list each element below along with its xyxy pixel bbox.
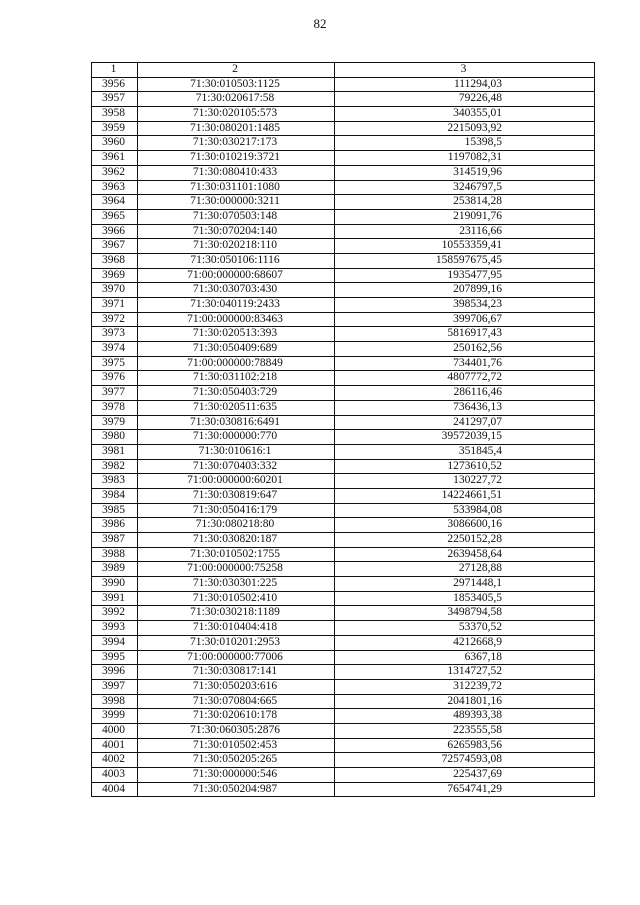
- cadastral-number-cell: 71:30:010404:418: [138, 621, 335, 636]
- row-number-cell: 3972: [92, 312, 138, 327]
- cadastral-number-cell: 71:30:031101:1080: [138, 180, 335, 195]
- cadastral-number-cell: 71:30:070204:140: [138, 224, 335, 239]
- cadastral-number-cell: 71:30:030816:6491: [138, 415, 335, 430]
- table-row: [92, 327, 595, 342]
- cadastral-value-cell: 736436,13: [335, 400, 595, 415]
- table-row: [92, 459, 595, 474]
- cadastral-number-cell: 71:30:080201:1485: [138, 121, 335, 136]
- cadastral-value-cell: 3086600,16: [335, 518, 595, 533]
- cadastral-value-cell: 7654741,29: [335, 782, 595, 797]
- table-row: [92, 606, 595, 621]
- cadastral-number-cell: 71:00:000000:60201: [138, 474, 335, 489]
- row-number-cell: 3998: [92, 694, 138, 709]
- cadastral-number-cell: 71:30:020513:393: [138, 327, 335, 342]
- row-number-cell: 3978: [92, 400, 138, 415]
- header-col-2: 2: [138, 63, 335, 78]
- table-row: [92, 694, 595, 709]
- cadastral-value-cell: 4212668,9: [335, 635, 595, 650]
- table-row: [92, 415, 595, 430]
- cadastral-number-cell: 71:30:070403:332: [138, 459, 335, 474]
- row-number-cell: 4004: [92, 782, 138, 797]
- table-row: [92, 239, 595, 254]
- row-number-cell: 3967: [92, 239, 138, 254]
- table-row: [92, 253, 595, 268]
- cadastral-number-cell: 71:30:010616:1: [138, 444, 335, 459]
- table-row: [92, 665, 595, 680]
- cadastral-number-cell: 71:30:070804:665: [138, 694, 335, 709]
- cadastral-value-cell: 1314727,52: [335, 665, 595, 680]
- row-number-cell: 3985: [92, 503, 138, 518]
- cadastral-number-cell: 71:00:000000:68607: [138, 268, 335, 283]
- cadastral-number-cell: 71:30:030218:1189: [138, 606, 335, 621]
- cadastral-number-cell: 71:30:030703:430: [138, 283, 335, 298]
- cadastral-number-cell: 71:30:060305:2876: [138, 723, 335, 738]
- row-number-cell: 3974: [92, 342, 138, 357]
- row-number-cell: 3987: [92, 533, 138, 548]
- cadastral-number-cell: 71:30:010502:410: [138, 591, 335, 606]
- table-row: [92, 136, 595, 151]
- cadastral-value-cell: 2971448,1: [335, 577, 595, 592]
- table-row: [92, 180, 595, 195]
- header-col-3: 3: [335, 63, 595, 78]
- cadastral-number-cell: 71:30:050203:616: [138, 679, 335, 694]
- row-number-cell: 3995: [92, 650, 138, 665]
- page-number: 82: [313, 16, 327, 31]
- table-row: [92, 430, 595, 445]
- cadastral-value-cell: 2041801,16: [335, 694, 595, 709]
- table-row: [92, 195, 595, 210]
- cadastral-number-cell: 71:30:030301:225: [138, 577, 335, 592]
- cadastral-value-cell: 6265983,56: [335, 738, 595, 753]
- table-row: [92, 503, 595, 518]
- header-col-1: 1: [92, 63, 138, 78]
- table-row: [92, 474, 595, 489]
- cadastral-value-cell: 6367,18: [335, 650, 595, 665]
- row-number-cell: 3982: [92, 459, 138, 474]
- table-row: [92, 386, 595, 401]
- row-number-cell: 4002: [92, 753, 138, 768]
- table-row: [92, 709, 595, 724]
- cadastral-number-cell: 71:30:050204:987: [138, 782, 335, 797]
- cadastral-number-cell: 71:30:031102:218: [138, 371, 335, 386]
- cadastral-value-cell: 1935477,95: [335, 268, 595, 283]
- cadastral-number-cell: 71:30:000000:3211: [138, 195, 335, 210]
- row-number-cell: 3991: [92, 591, 138, 606]
- table-row: [92, 209, 595, 224]
- row-number-cell: 3961: [92, 151, 138, 166]
- cadastral-number-cell: 71:30:080218:80: [138, 518, 335, 533]
- row-number-cell: 3990: [92, 577, 138, 592]
- cadastral-value-cell: 53370,52: [335, 621, 595, 636]
- cadastral-number-cell: 71:30:040119:2433: [138, 298, 335, 313]
- table-row: [92, 738, 595, 753]
- cadastral-number-cell: 71:30:050403:729: [138, 386, 335, 401]
- row-number-cell: 3979: [92, 415, 138, 430]
- table-row: [92, 723, 595, 738]
- cadastral-value-cell: 23116,66: [335, 224, 595, 239]
- cadastral-number-cell: 71:30:030820:187: [138, 533, 335, 548]
- cadastral-number-cell: 71:00:000000:75258: [138, 562, 335, 577]
- table-row: [92, 165, 595, 180]
- row-number-cell: 3983: [92, 474, 138, 489]
- row-number-cell: 3962: [92, 165, 138, 180]
- row-number-cell: 3986: [92, 518, 138, 533]
- table-row: [92, 107, 595, 122]
- cadastral-number-cell: 71:30:000000:546: [138, 768, 335, 783]
- row-number-cell: 4000: [92, 723, 138, 738]
- row-number-cell: 3997: [92, 679, 138, 694]
- table-row: [92, 635, 595, 650]
- cadastral-value-cell: 3498794,58: [335, 606, 595, 621]
- row-number-cell: 3994: [92, 635, 138, 650]
- cadastral-number-cell: 71:30:050205:265: [138, 753, 335, 768]
- cadastral-number-cell: 71:30:020218:110: [138, 239, 335, 254]
- cadastral-number-cell: 71:30:020610:178: [138, 709, 335, 724]
- table-row: [92, 92, 595, 107]
- row-number-cell: 3965: [92, 209, 138, 224]
- table-row: [92, 533, 595, 548]
- table-row: [92, 268, 595, 283]
- row-number-cell: 3975: [92, 356, 138, 371]
- cadastral-value-cell: 207899,16: [335, 283, 595, 298]
- table-header: [92, 63, 595, 78]
- table-row: [92, 77, 595, 92]
- table-row: [92, 753, 595, 768]
- cadastral-number-cell: 71:30:070503:148: [138, 209, 335, 224]
- cadastral-value-cell: 130227,72: [335, 474, 595, 489]
- cadastral-value-cell: 533984,08: [335, 503, 595, 518]
- row-number-cell: 3956: [92, 77, 138, 92]
- cadastral-number-cell: 71:30:010502:453: [138, 738, 335, 753]
- table-row: [92, 312, 595, 327]
- cadastral-value-cell: 734401,76: [335, 356, 595, 371]
- cadastral-value-cell: 79226,48: [335, 92, 595, 107]
- cadastral-number-cell: 71:30:030817:141: [138, 665, 335, 680]
- cadastral-value-cell: 1273610,52: [335, 459, 595, 474]
- row-number-cell: 3999: [92, 709, 138, 724]
- table-row: [92, 356, 595, 371]
- cadastral-number-cell: 71:30:010219:3721: [138, 151, 335, 166]
- cadastral-number-cell: 71:30:050416:179: [138, 503, 335, 518]
- table-row: [92, 444, 595, 459]
- row-number-cell: 3968: [92, 253, 138, 268]
- row-number-cell: 3988: [92, 547, 138, 562]
- cadastral-number-cell: 71:30:020511:635: [138, 400, 335, 415]
- table-row: [92, 488, 595, 503]
- table-row: [92, 650, 595, 665]
- row-number-cell: 3966: [92, 224, 138, 239]
- cadastral-value-cell: 2639458,64: [335, 547, 595, 562]
- row-number-cell: 3963: [92, 180, 138, 195]
- cadastral-value-cell: 2215093,92: [335, 121, 595, 136]
- cadastral-value-cell: 286116,46: [335, 386, 595, 401]
- cadastral-value-cell: 399706,67: [335, 312, 595, 327]
- table-row: [92, 342, 595, 357]
- row-number-cell: 3977: [92, 386, 138, 401]
- row-number-cell: 4003: [92, 768, 138, 783]
- cadastral-number-cell: 71:30:020617:58: [138, 92, 335, 107]
- cadastral-number-cell: 71:30:020105:573: [138, 107, 335, 122]
- cadastral-value-cell: 4807772,72: [335, 371, 595, 386]
- table-row: [92, 562, 595, 577]
- row-number-cell: 3970: [92, 283, 138, 298]
- table-row: [92, 547, 595, 562]
- cadastral-value-cell: 2250152,28: [335, 533, 595, 548]
- table-row: [92, 400, 595, 415]
- cadastral-value-cell: 351845,4: [335, 444, 595, 459]
- table-row: [92, 768, 595, 783]
- cadastral-value-cell: 250162,56: [335, 342, 595, 357]
- table-row: [92, 151, 595, 166]
- row-number-cell: 3964: [92, 195, 138, 210]
- cadastral-number-cell: 71:30:010201:2953: [138, 635, 335, 650]
- table-row: [92, 371, 595, 386]
- cadastral-value-cell: 1853405,5: [335, 591, 595, 606]
- row-number-cell: 3969: [92, 268, 138, 283]
- cadastral-value-cell: 225437,69: [335, 768, 595, 783]
- row-number-cell: 3959: [92, 121, 138, 136]
- cadastral-number-cell: 71:30:080410:433: [138, 165, 335, 180]
- cadastral-value-cell: 3246797,5: [335, 180, 595, 195]
- cadastral-value-cell: 5816917,43: [335, 327, 595, 342]
- row-number-cell: 3980: [92, 430, 138, 445]
- table-row: [92, 283, 595, 298]
- row-number-cell: 3989: [92, 562, 138, 577]
- table-row: [92, 518, 595, 533]
- cadastral-number-cell: 71:30:000000:770: [138, 430, 335, 445]
- table-row: [92, 577, 595, 592]
- cadastral-number-cell: 71:30:030819:647: [138, 488, 335, 503]
- cadastral-number-cell: 71:30:050409:689: [138, 342, 335, 357]
- table-body: [92, 77, 595, 797]
- table-row: [92, 679, 595, 694]
- cadastral-value-cell: 312239,72: [335, 679, 595, 694]
- cadastral-value-cell: 27128,88: [335, 562, 595, 577]
- cadastral-value-cell: 15398,5: [335, 136, 595, 151]
- cadastral-value-cell: 489393,38: [335, 709, 595, 724]
- cadastral-value-cell: 241297,07: [335, 415, 595, 430]
- table-row: [92, 224, 595, 239]
- cadastral-number-cell: 71:30:030217:173: [138, 136, 335, 151]
- row-number-cell: 3984: [92, 488, 138, 503]
- row-number-cell: 3973: [92, 327, 138, 342]
- row-number-cell: 3957: [92, 92, 138, 107]
- cadastral-number-cell: 71:00:000000:77006: [138, 650, 335, 665]
- cadastral-value-cell: 1197082,31: [335, 151, 595, 166]
- table-row: [92, 121, 595, 136]
- cadastral-value-cell: 158597675,45: [335, 253, 595, 268]
- cadastral-value-cell: 14224661,51: [335, 488, 595, 503]
- cadastral-value-cell: 314519,96: [335, 165, 595, 180]
- cadastral-value-cell: 72574593,08: [335, 753, 595, 768]
- row-number-cell: 3981: [92, 444, 138, 459]
- row-number-cell: 3996: [92, 665, 138, 680]
- registry-table: [91, 62, 595, 797]
- cadastral-value-cell: 10553359,41: [335, 239, 595, 254]
- cadastral-value-cell: 219091,76: [335, 209, 595, 224]
- cadastral-number-cell: 71:00:000000:83463: [138, 312, 335, 327]
- cadastral-value-cell: 340355,01: [335, 107, 595, 122]
- row-number-cell: 3993: [92, 621, 138, 636]
- row-number-cell: 3958: [92, 107, 138, 122]
- cadastral-value-cell: 111294,03: [335, 77, 595, 92]
- row-number-cell: 4001: [92, 738, 138, 753]
- cadastral-number-cell: 71:30:050106:1116: [138, 253, 335, 268]
- cadastral-value-cell: 39572039,15: [335, 430, 595, 445]
- row-number-cell: 3992: [92, 606, 138, 621]
- row-number-cell: 3971: [92, 298, 138, 313]
- cadastral-value-cell: 253814,28: [335, 195, 595, 210]
- table-row: [92, 782, 595, 797]
- table-row: [92, 298, 595, 313]
- cadastral-number-cell: 71:00:000000:78849: [138, 356, 335, 371]
- row-number-cell: 3960: [92, 136, 138, 151]
- cadastral-number-cell: 71:30:010502:1755: [138, 547, 335, 562]
- table-row: [92, 621, 595, 636]
- cadastral-number-cell: 71:30:010503:1125: [138, 77, 335, 92]
- cadastral-value-cell: 223555,58: [335, 723, 595, 738]
- cadastral-value-cell: 398534,23: [335, 298, 595, 313]
- table-row: [92, 591, 595, 606]
- header-row: [92, 63, 595, 78]
- row-number-cell: 3976: [92, 371, 138, 386]
